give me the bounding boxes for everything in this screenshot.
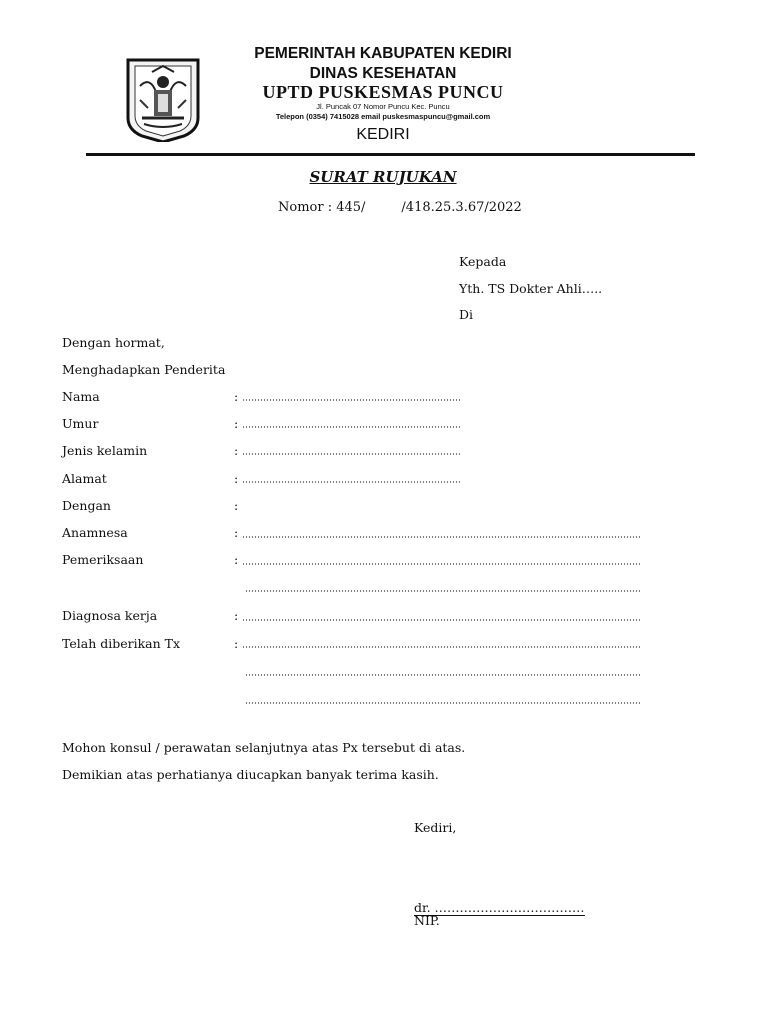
salutation: Dengan hormat, xyxy=(62,335,165,350)
field-colon: : xyxy=(234,636,239,651)
signature-nip: NIP. xyxy=(414,913,440,928)
field-label-anamnesa: Anamnesa xyxy=(62,525,128,540)
signature-place-date: Kediri, xyxy=(414,820,457,835)
field-colon: : xyxy=(234,416,239,431)
letterhead-city: KEDIRI xyxy=(356,126,410,143)
field-line-tx-3[interactable] xyxy=(245,702,641,704)
field-label-alamat: Alamat xyxy=(62,471,107,486)
kediri-regency-emblem-icon xyxy=(122,56,204,142)
field-label-umur: Umur xyxy=(62,416,99,431)
field-line-pemeriksaan[interactable] xyxy=(242,563,641,565)
field-line-nama[interactable] xyxy=(242,399,461,401)
document-number-suffix: /418.25.3.67/2022 xyxy=(401,200,522,215)
signature-doctor-name: dr. ……………………………… xyxy=(414,900,585,915)
letterhead-institution: UPTD PUSKESMAS PUNCU xyxy=(262,82,504,102)
field-label-diagnosa: Diagnosa kerja xyxy=(62,608,158,623)
recipient-di: Di xyxy=(459,307,474,322)
field-line-tx-2[interactable] xyxy=(245,674,641,676)
closing-thanks: Demikian atas perhatianya diucapkan banyak terima kasih. xyxy=(62,767,439,782)
field-colon: : xyxy=(234,471,239,486)
field-label-jenis-kelamin: Jenis kelamin xyxy=(62,443,148,458)
field-colon: : xyxy=(234,443,239,458)
letterhead-department: DINAS KESEHATAN xyxy=(309,65,457,82)
field-colon: : xyxy=(234,389,239,404)
field-colon: : xyxy=(234,608,239,623)
field-line-pemeriksaan-2[interactable] xyxy=(245,590,641,592)
field-line-jenis-kelamin[interactable] xyxy=(242,453,461,455)
field-colon: : xyxy=(234,498,239,513)
document-number-prefix: Nomor : 445/ xyxy=(278,200,366,215)
field-line-alamat[interactable] xyxy=(242,481,461,483)
closing-request: Mohon konsul / perawatan selanjutnya atas Px tersebut di atas. xyxy=(62,740,466,755)
document-title xyxy=(200,168,566,186)
field-line-umur[interactable] xyxy=(242,426,461,428)
recipient-yth: Yth. TS Dokter Ahli….. xyxy=(459,281,603,296)
letterhead-address: Jl. Puncak 07 Nomor Puncu Kec. Puncu xyxy=(316,102,450,111)
field-label-pemeriksaan: Pemeriksaan xyxy=(62,552,144,567)
field-label-tx: Telah diberikan Tx xyxy=(62,636,181,651)
recipient-kepada: Kepada xyxy=(459,254,507,269)
field-line-diagnosa[interactable] xyxy=(242,619,641,621)
field-colon: : xyxy=(234,525,239,540)
document-number xyxy=(278,200,522,215)
document-title-text: SURAT RUJUKAN xyxy=(309,168,457,186)
field-line-anamnesa[interactable] xyxy=(242,536,641,538)
field-label-nama: Nama xyxy=(62,389,100,404)
letterhead-divider xyxy=(86,153,695,156)
letterhead-government: PEMERINTAH KABUPATEN KEDIRI xyxy=(254,45,512,62)
field-line-tx[interactable] xyxy=(242,646,641,648)
letterhead-contact: Telepon (0354) 7415028 email puskesmaspuncu@gmail.com xyxy=(275,112,491,121)
intro: Menghadapkan Penderita xyxy=(62,362,226,377)
field-colon: : xyxy=(234,552,239,567)
field-label-dengan: Dengan xyxy=(62,498,111,513)
